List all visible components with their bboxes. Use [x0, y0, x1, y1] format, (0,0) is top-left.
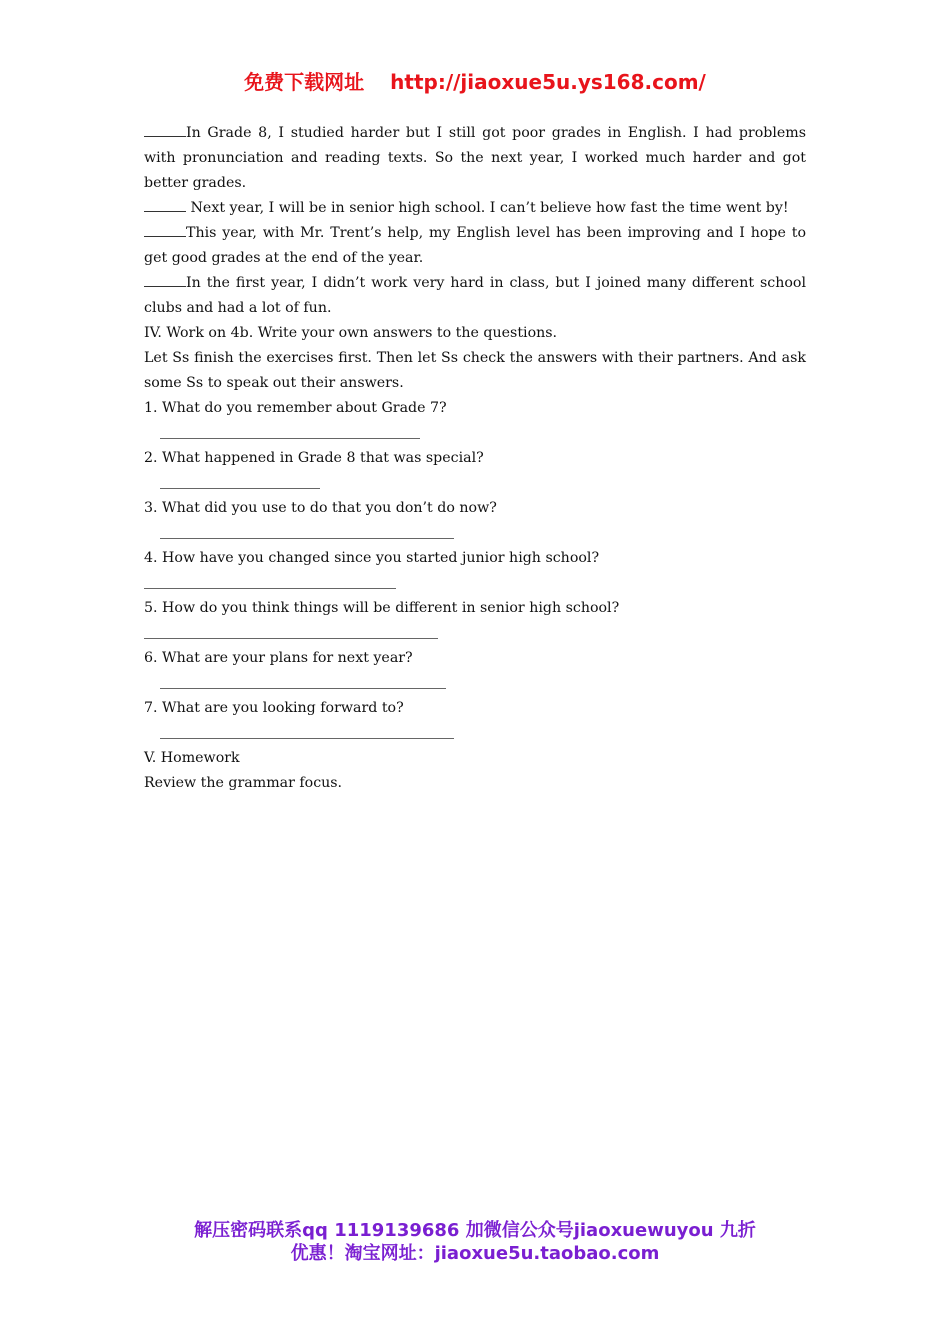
ordering-item: In Grade 8, I studied harder but I still got poor grades in English. I had problems with pronunciation and reading texts. So the next year, I worked much harder and got better grades. — [144, 121, 806, 196]
question-6: 6. What are your plans for next year? — [144, 650, 413, 666]
document-body — [144, 121, 806, 796]
ordering-item: In the first year, I didn’t work very hard in class, but I joined many different school clubs and had a lot of fun. — [144, 271, 806, 321]
header-label: 免费下载网址 — [244, 70, 365, 94]
question-5: 5. How do you think things will be different in senior high school? — [144, 600, 620, 616]
ordering-item: This year, with Mr. Trent’s help, my English level has been improving and I hope to get good grades at the end of the year. — [144, 221, 806, 271]
answer-blank[interactable] — [144, 197, 186, 212]
question-7: 7. What are you looking forward to? — [144, 700, 404, 716]
section-4-heading: IV. Work on 4b. Write your own answers to the questions. — [144, 325, 558, 341]
section-4-instruction: Let Ss finish the exercises first. Then let Ss check the answers with their partners. And ask some Ss to speak out their answers. — [144, 350, 806, 391]
answer-line[interactable] — [144, 421, 806, 446]
footer-line-1: 解压密码联系qq 1119139686 加微信公众号jiaoxuewuyou 九折 — [194, 1220, 756, 1241]
answer-line[interactable] — [144, 621, 806, 646]
question-3: 3. What did you use to do that you don’t do now? — [144, 500, 497, 516]
footer-line-2[interactable]: 优惠！淘宝网址：jiaoxue5u.taobao.com — [290, 1243, 660, 1264]
answer-blank[interactable] — [144, 272, 186, 287]
answer-line[interactable] — [144, 471, 806, 496]
answer-blank[interactable] — [144, 222, 186, 237]
answer-line[interactable] — [144, 521, 806, 546]
answer-line[interactable] — [144, 721, 806, 746]
page-footer — [0, 1219, 950, 1265]
ordering-item: Next year, I will be in senior high school. I can’t believe how fast the time went by! — [144, 196, 806, 221]
answer-line[interactable] — [144, 671, 806, 696]
question-4: 4. How have you changed since you started junior high school? — [144, 550, 600, 566]
header-url-link[interactable]: http://jiaoxue5u.ys168.com/ — [390, 70, 706, 94]
answer-blank[interactable] — [144, 122, 186, 137]
section-5-heading: V. Homework — [144, 750, 240, 766]
page-header — [0, 66, 950, 95]
question-2: 2. What happened in Grade 8 that was special? — [144, 450, 484, 466]
answer-line[interactable] — [144, 571, 806, 596]
section-5-text: Review the grammar focus. — [144, 775, 343, 791]
question-1: 1. What do you remember about Grade 7? — [144, 400, 447, 416]
